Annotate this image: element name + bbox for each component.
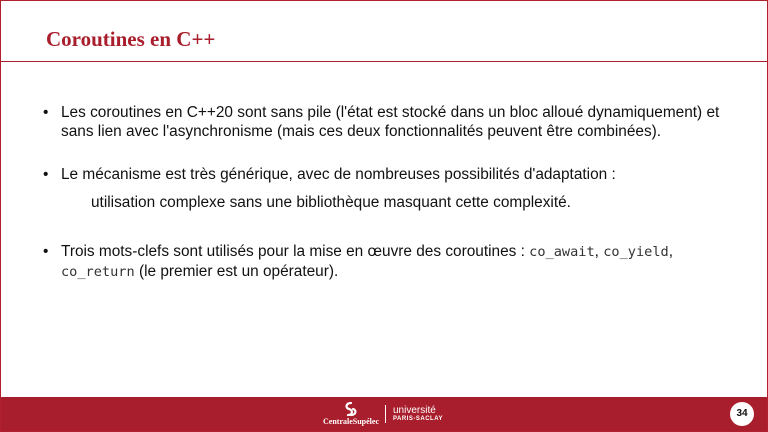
centralesupelec-logo-text: CentraleSupélec [323,417,379,426]
universite-paris-saclay-logo [393,406,443,423]
bullet-marker: • [43,104,49,121]
bullet-item [43,165,733,212]
bullet-item [43,242,733,282]
universite-logo-line1: université [393,405,436,416]
separator: , [668,243,673,260]
bullet-text: Les coroutines en C++20 sont sans pile (l'état est stocké dans un bloc alloué dynamiquement) et sans lien avec l'asynchronisme (mais ces deux fonctionnalités peuvent être combinées). [61,104,720,140]
bullet-text-end: (le premier est un opérateur). [134,263,339,280]
bullet-subtext: utilisation complexe sans une bibliothèque masquant cette complexité. [91,194,571,211]
bullet-item [43,103,733,141]
bullet-marker: • [43,166,49,183]
keyword-co-return: co_return [61,264,135,280]
universite-logo-line2: PARIS-SACLAY [393,416,444,422]
title-divider [1,61,767,62]
centralesupelec-mark-icon [340,401,362,417]
bullet-text: Le mécanisme est très générique, avec de nombreuses possibilités d'adaptation : [61,166,616,183]
page-number-badge: 34 [730,402,754,426]
logo-separator [385,405,386,423]
separator: , [594,243,604,260]
slide-title: Coroutines en C++ [46,27,216,51]
centralesupelec-logo [323,401,379,429]
keyword-co-yield: co_yield [603,244,669,260]
bullet-text: Trois mots-clefs sont utilisés pour la mise en œuvre des coroutines : [61,243,530,260]
bullet-list [43,103,733,282]
footer-bar [1,397,767,431]
bullet-marker: • [43,243,49,260]
keyword-co-await: co_await [529,244,595,260]
